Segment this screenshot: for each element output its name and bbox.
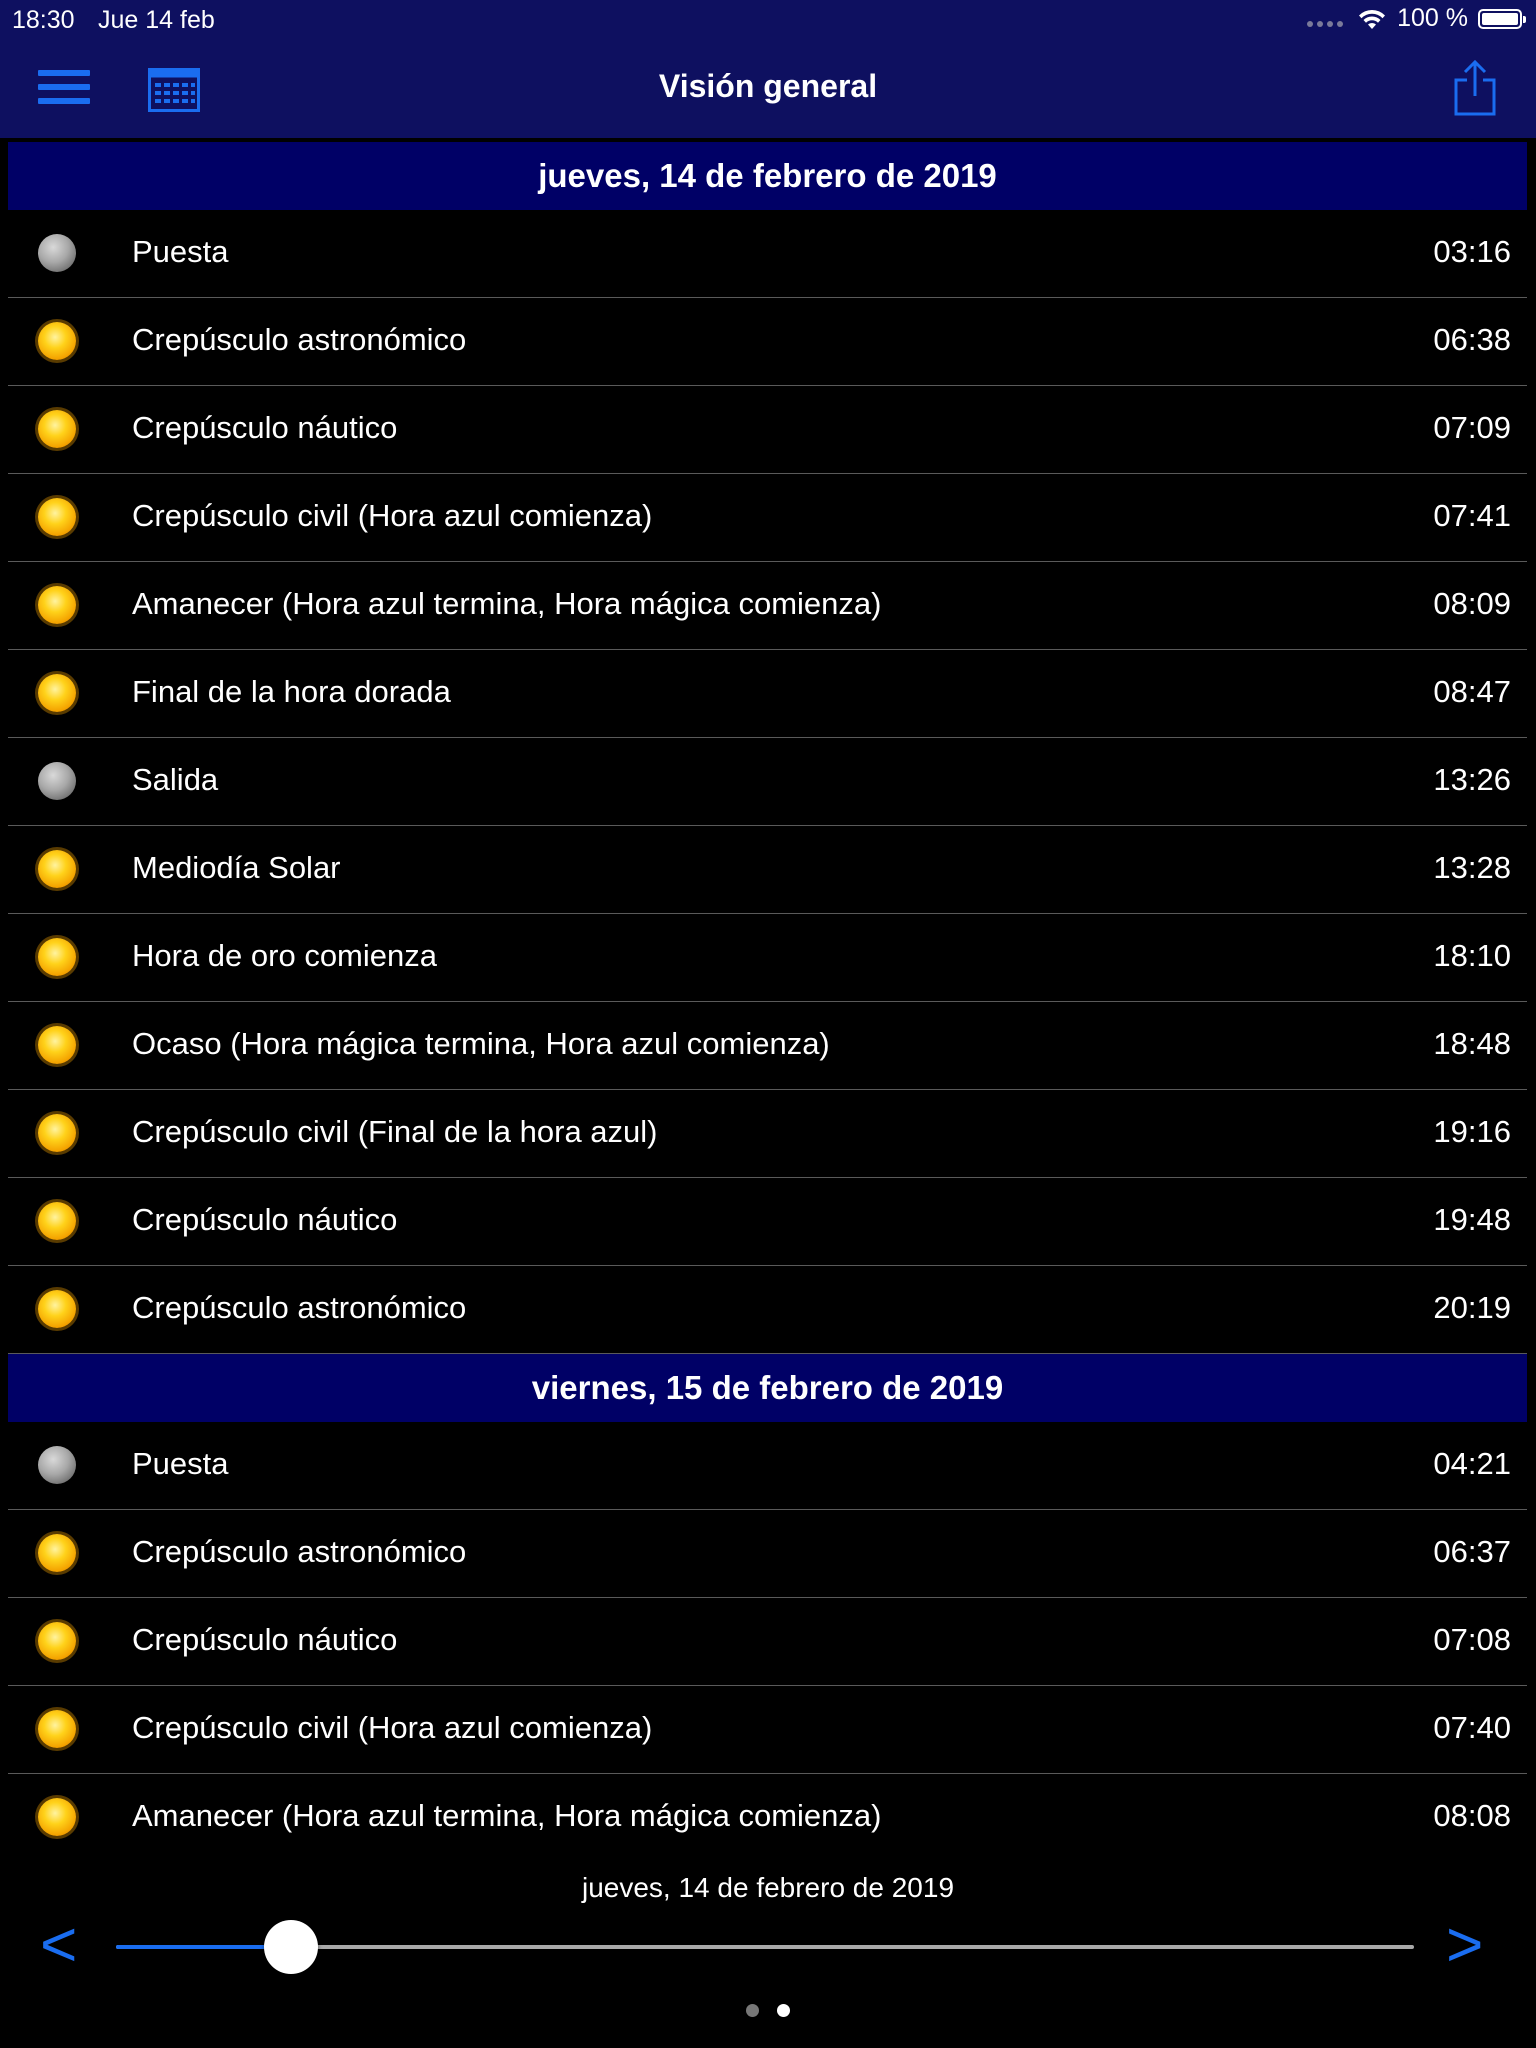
page-dot[interactable]: [746, 2004, 759, 2017]
slider-thumb[interactable]: [264, 1920, 318, 1974]
status-bar: [0, 0, 1536, 40]
event-label: Crepúsculo astronómico: [132, 322, 467, 357]
event-row[interactable]: [8, 210, 1527, 298]
event-row[interactable]: [8, 1686, 1527, 1774]
top-bar: [0, 0, 1536, 138]
event-label: Ocaso (Hora mágica termina, Hora azul comienza): [132, 1026, 830, 1061]
moon-icon: [38, 762, 76, 800]
event-time: 18:10: [1433, 938, 1511, 973]
event-label: Hora de oro comienza: [132, 938, 437, 973]
event-time: 19:48: [1433, 1202, 1511, 1237]
event-label: Crepúsculo astronómico: [132, 1290, 467, 1325]
events-list[interactable]: [8, 142, 1527, 1861]
sun-icon: [38, 1710, 76, 1748]
event-time: 13:26: [1433, 762, 1511, 797]
current-date-label: jueves, 14 de febrero de 2019: [581, 1872, 955, 1903]
event-time: 07:08: [1433, 1622, 1511, 1657]
event-time: 20:19: [1433, 1290, 1511, 1325]
event-row[interactable]: [8, 474, 1527, 562]
event-row[interactable]: [8, 1422, 1527, 1510]
battery-percent: 100 %: [1397, 4, 1468, 32]
event-label: Crepúsculo civil (Hora azul comienza): [132, 1710, 653, 1745]
wifi-icon: [1357, 7, 1387, 31]
sun-icon: [38, 1290, 76, 1328]
event-time: 07:40: [1433, 1710, 1511, 1745]
cellular-signal-icon: [1307, 11, 1343, 27]
event-label: Amanecer (Hora azul termina, Hora mágica comienza): [132, 1798, 882, 1833]
event-row[interactable]: [8, 914, 1527, 1002]
event-time: 04:21: [1433, 1446, 1511, 1481]
event-row[interactable]: [8, 1090, 1527, 1178]
event-time: 18:48: [1433, 1026, 1511, 1061]
sun-icon: [38, 674, 76, 712]
status-time: 18:30: [12, 6, 75, 34]
event-row[interactable]: [8, 1178, 1527, 1266]
event-time: 08:47: [1433, 674, 1511, 709]
event-label: Mediodía Solar: [132, 850, 341, 885]
page-title: Visión general: [658, 68, 878, 104]
event-time: 03:16: [1433, 234, 1511, 269]
sun-icon: [38, 586, 76, 624]
sun-icon: [38, 1534, 76, 1572]
event-label: Amanecer (Hora azul termina, Hora mágica comienza): [132, 586, 882, 621]
event-label: Crepúsculo náutico: [132, 1622, 398, 1657]
event-time: 07:09: [1433, 410, 1511, 445]
event-row[interactable]: [8, 1598, 1527, 1686]
moon-icon: [38, 1446, 76, 1484]
event-time: 08:08: [1433, 1798, 1511, 1833]
sun-icon: [38, 1114, 76, 1152]
navigation-bar: [0, 48, 1536, 138]
event-label: Salida: [132, 762, 219, 797]
sun-icon: [38, 850, 76, 888]
sun-icon: [38, 410, 76, 448]
event-time: 08:09: [1433, 586, 1511, 621]
page-indicator[interactable]: [0, 2004, 1536, 2017]
event-label: Final de la hora dorada: [132, 674, 451, 709]
date-header: viernes, 15 de febrero de 2019: [8, 1354, 1527, 1422]
battery-icon: [1478, 9, 1522, 29]
date-slider[interactable]: [116, 1920, 1414, 1974]
event-row[interactable]: [8, 738, 1527, 826]
event-label: Crepúsculo náutico: [132, 410, 398, 445]
event-row[interactable]: [8, 1266, 1527, 1354]
sun-icon: [38, 1622, 76, 1660]
event-row[interactable]: [8, 298, 1527, 386]
status-date: Jue 14 feb: [98, 6, 215, 34]
date-header: jueves, 14 de febrero de 2019: [8, 142, 1527, 210]
status-indicators: [1307, 4, 1522, 33]
sun-icon: [38, 1798, 76, 1836]
event-row[interactable]: [8, 386, 1527, 474]
moon-icon: [38, 234, 76, 272]
previous-day-button[interactable]: <: [40, 1908, 78, 1980]
sun-icon: [38, 498, 76, 536]
event-time: 06:37: [1433, 1534, 1511, 1569]
event-row[interactable]: [8, 1510, 1527, 1598]
sun-icon: [38, 322, 76, 360]
event-time: 19:16: [1433, 1114, 1511, 1149]
event-row[interactable]: [8, 650, 1527, 738]
event-row[interactable]: [8, 1774, 1527, 1861]
event-time: 07:41: [1433, 498, 1511, 533]
event-label: Crepúsculo civil (Hora azul comienza): [132, 498, 653, 533]
event-label: Puesta: [132, 234, 229, 269]
event-time: 06:38: [1433, 322, 1511, 357]
event-time: 13:28: [1433, 850, 1511, 885]
sun-icon: [38, 1026, 76, 1064]
event-row[interactable]: [8, 1002, 1527, 1090]
share-button[interactable]: [1452, 60, 1498, 116]
sun-icon: [38, 1202, 76, 1240]
event-label: Puesta: [132, 1446, 229, 1481]
page-dot[interactable]: [777, 2004, 790, 2017]
event-label: Crepúsculo astronómico: [132, 1534, 467, 1569]
event-row[interactable]: [8, 826, 1527, 914]
event-row[interactable]: [8, 562, 1527, 650]
next-day-button[interactable]: >: [1446, 1908, 1484, 1980]
event-label: Crepúsculo civil (Final de la hora azul): [132, 1114, 658, 1149]
event-label: Crepúsculo náutico: [132, 1202, 398, 1237]
sun-icon: [38, 938, 76, 976]
